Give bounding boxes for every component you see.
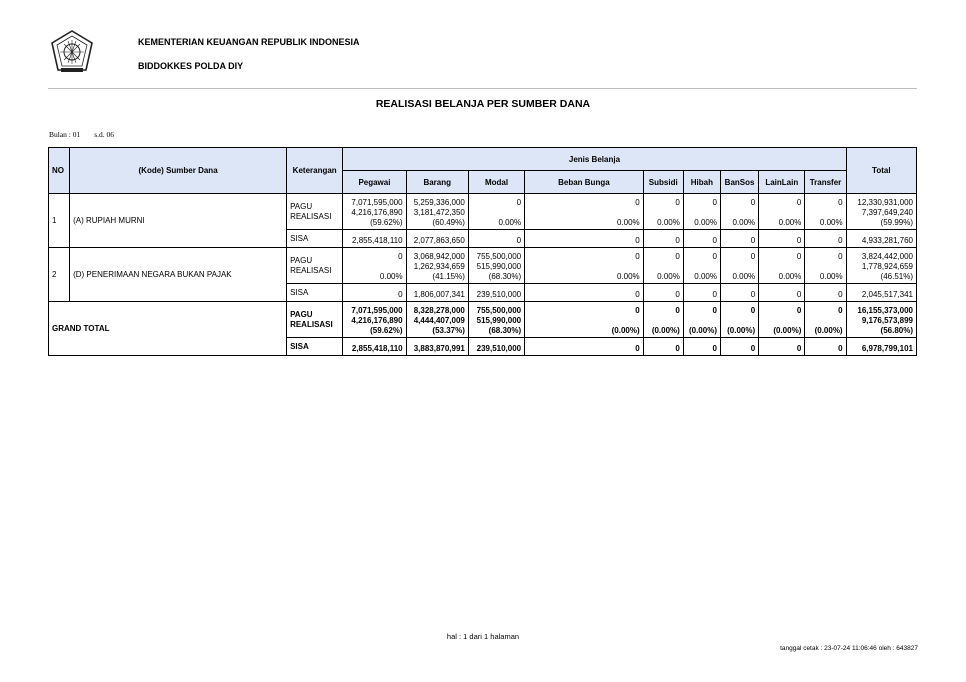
- cell-sisa: 0: [525, 338, 644, 356]
- cell-amount: 0 (0.00%): [683, 302, 720, 338]
- cell-total: 3,824,442,000 1,778,924,659 (46.51%): [846, 248, 916, 284]
- cell-sisa: 0: [805, 230, 846, 248]
- cell-amount: 0 0.00%: [343, 248, 406, 284]
- cell-amount: 7,071,595,000 4,216,176,890 (59.62%): [343, 302, 406, 338]
- cell-sisa: 0: [525, 230, 644, 248]
- cell-total: 12,330,931,000 7,397,649,240 (59.99%): [846, 194, 916, 230]
- cell-amount: 0 0.00%: [643, 248, 683, 284]
- col-header-subsidi: Subsidi: [643, 171, 683, 194]
- report-title: REALISASI BELANJA PER SUMBER DANA: [375, 98, 591, 110]
- cell-sisa: 0: [759, 284, 805, 302]
- cell-sisa: 2,855,418,110: [343, 230, 406, 248]
- cell-sisa: 2,855,418,110: [343, 338, 406, 356]
- row-keterangan: PAGU REALISASI: [287, 194, 343, 230]
- col-header-bansos: BanSos: [720, 171, 758, 194]
- row-keterangan: PAGU REALISASI: [287, 248, 343, 284]
- org-name: KEMENTERIAN KEUANGAN REPUBLIK INDONESIA: [138, 37, 360, 47]
- cell-sisa-total: 6,978,799,101: [846, 338, 916, 356]
- cell-amount: 0 0.00%: [805, 194, 846, 230]
- realisasi-table: [48, 147, 917, 356]
- table-header-row: [49, 148, 917, 171]
- row-keterangan: SISA: [287, 230, 343, 248]
- cell-amount: 7,071,595,000 4,216,176,890 (59.62%): [343, 194, 406, 230]
- cell-sisa-total: 2,045,517,341: [846, 284, 916, 302]
- cell-sisa: 0: [720, 230, 758, 248]
- page-number: hal : 1 dari 1 halaman: [446, 632, 520, 641]
- cell-sisa: 0: [643, 284, 683, 302]
- row-sumber-dana: (D) PENERIMAAN NEGARA BUKAN PAJAK: [70, 248, 287, 302]
- row-no: 2: [49, 248, 70, 302]
- cell-amount: 0 (0.00%): [759, 302, 805, 338]
- cell-sisa-total: 4,933,281,760: [846, 230, 916, 248]
- col-header-total: Total: [846, 148, 916, 194]
- col-header-no: NO: [49, 148, 70, 194]
- unit-name: BIDDOKKES POLDA DIY: [138, 61, 244, 71]
- cell-amount: 0 (0.00%): [643, 302, 683, 338]
- cell-sisa: 1,806,007,341: [406, 284, 468, 302]
- cell-sisa: 0: [720, 284, 758, 302]
- grand-total-row: [49, 302, 917, 338]
- cell-sisa: 0: [468, 230, 524, 248]
- cell-sisa: 239,510,000: [468, 284, 524, 302]
- col-header-sumber: (Kode) Sumber Dana: [70, 148, 287, 194]
- table-row: [49, 194, 917, 230]
- cell-sisa: 0: [759, 338, 805, 356]
- cell-amount: 0 0.00%: [683, 248, 720, 284]
- cell-amount: 0 0.00%: [720, 248, 758, 284]
- cell-amount: 0 0.00%: [720, 194, 758, 230]
- cell-sisa: 0: [759, 230, 805, 248]
- cell-amount: 755,500,000 515,990,000 (68.30%): [468, 248, 524, 284]
- cell-amount: 3,068,942,000 1,262,934,659 (41.15%): [406, 248, 468, 284]
- col-header-beban-bunga: Beban Bunga: [525, 171, 644, 194]
- cell-amount: 8,328,278,000 4,444,407,009 (53.37%): [406, 302, 468, 338]
- cell-amount: 0 0.00%: [525, 194, 644, 230]
- col-header-pegawai: Pegawai: [343, 171, 406, 194]
- cell-sisa: 239,510,000: [468, 338, 524, 356]
- col-header-lainlain: LainLain: [759, 171, 805, 194]
- period-sd: s.d. 06: [94, 130, 115, 139]
- period-info: [49, 130, 114, 139]
- cell-sisa: 0: [805, 284, 846, 302]
- col-header-keterangan: Keterangan: [287, 148, 343, 194]
- kemenkeu-logo-icon: [48, 28, 96, 76]
- grand-total-label: GRAND TOTAL: [49, 302, 287, 356]
- cell-amount: 0 0.00%: [643, 194, 683, 230]
- grand-total-keterangan-sisa: SISA: [287, 338, 343, 356]
- cell-amount: 0 0.00%: [759, 194, 805, 230]
- cell-sisa: 0: [643, 230, 683, 248]
- cell-sisa: 0: [720, 338, 758, 356]
- cell-sisa: 3,883,870,991: [406, 338, 468, 356]
- cell-amount: 755,500,000 515,990,000 (68.30%): [468, 302, 524, 338]
- header-divider: [48, 88, 917, 89]
- col-header-hibah: Hibah: [683, 171, 720, 194]
- row-sumber-dana: (A) RUPIAH MURNI: [70, 194, 287, 248]
- col-header-transfer: Transfer: [805, 171, 846, 194]
- cell-amount: 0 (0.00%): [720, 302, 758, 338]
- cell-total: 16,155,373,000 9,176,573,899 (56.80%): [846, 302, 916, 338]
- cell-sisa: 0: [343, 284, 406, 302]
- cell-sisa: 0: [643, 338, 683, 356]
- cell-sisa: 0: [525, 284, 644, 302]
- cell-amount: 5,259,336,000 3,181,472,350 (60.49%): [406, 194, 468, 230]
- cell-sisa: 0: [683, 230, 720, 248]
- print-timestamp: tanggal cetak : 23-07-24 11:06:46 oleh : 643827: [780, 645, 918, 652]
- cell-sisa: 0: [683, 338, 720, 356]
- cell-amount: 0 0.00%: [525, 248, 644, 284]
- report-header: [48, 26, 918, 90]
- grand-total-keterangan: PAGU REALISASI: [287, 302, 343, 338]
- row-no: 1: [49, 194, 70, 248]
- period-bulan: Bulan : 01: [49, 130, 81, 139]
- cell-amount: 0 0.00%: [759, 248, 805, 284]
- cell-sisa: 0: [683, 284, 720, 302]
- col-header-jenis: Jenis Belanja: [343, 148, 846, 171]
- cell-amount: 0 0.00%: [805, 248, 846, 284]
- cell-sisa: 2,077,863,650: [406, 230, 468, 248]
- cell-amount: 0 (0.00%): [805, 302, 846, 338]
- row-keterangan: SISA: [287, 284, 343, 302]
- col-header-modal: Modal: [468, 171, 524, 194]
- cell-amount: 0 (0.00%): [525, 302, 644, 338]
- cell-sisa: 0: [805, 338, 846, 356]
- cell-amount: 0 0.00%: [468, 194, 524, 230]
- table-row: [49, 248, 917, 284]
- cell-amount: 0 0.00%: [683, 194, 720, 230]
- col-header-barang: Barang: [406, 171, 468, 194]
